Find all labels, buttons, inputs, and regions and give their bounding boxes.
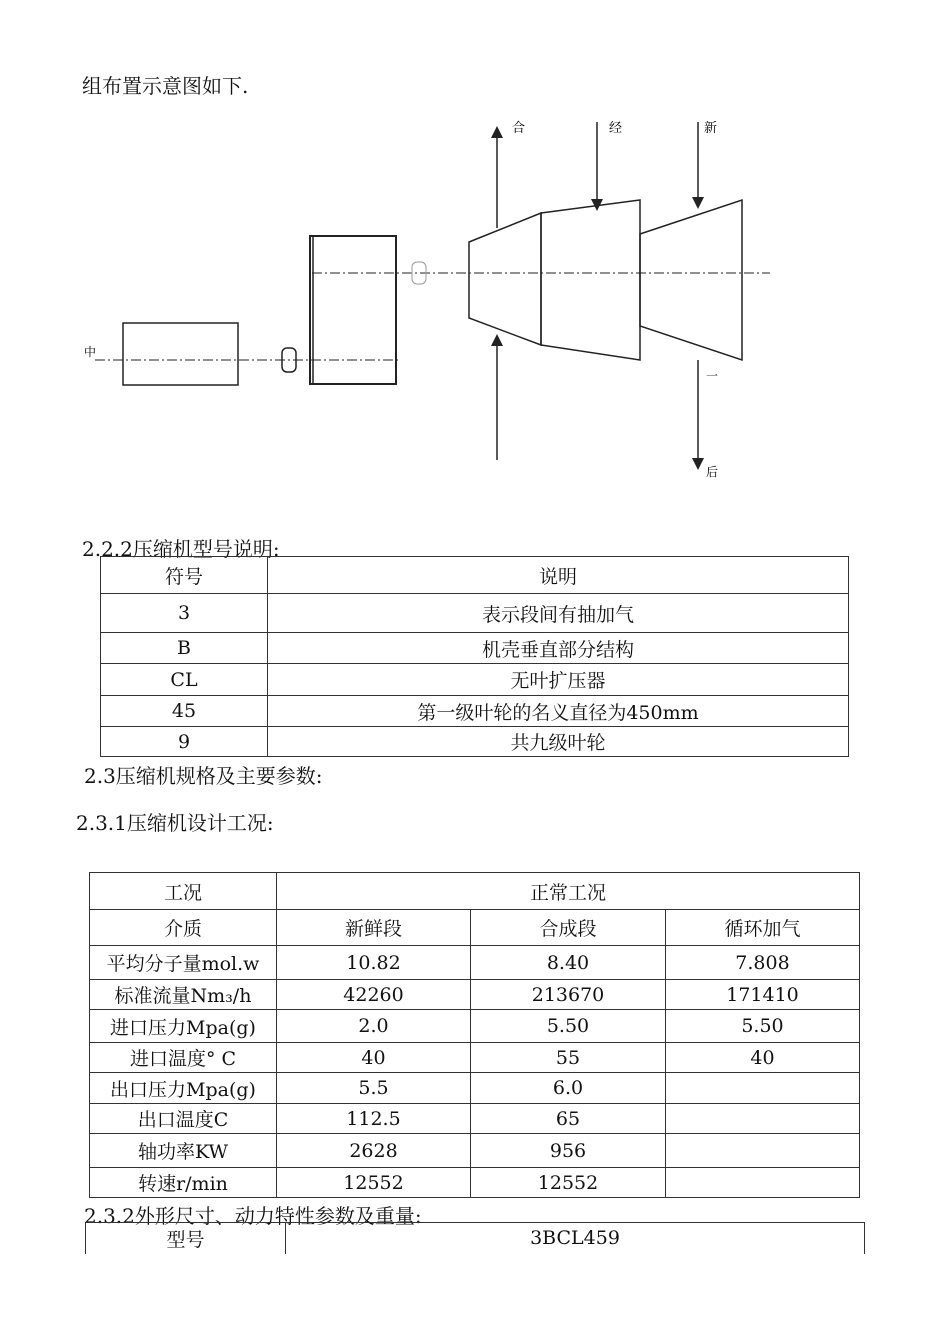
section-231-heading: 2.3.1压缩机设计工况:	[76, 811, 274, 835]
header-cell: 符号	[101, 557, 268, 594]
value-cell: 956	[471, 1134, 666, 1168]
symbol-cell: CL	[101, 664, 268, 696]
label-top-2: 经	[609, 121, 623, 136]
param-cell: 进口压力Mpa(g)	[90, 1010, 277, 1043]
value-cell	[666, 1168, 860, 1198]
value-cell	[666, 1104, 860, 1134]
medium-cell: 新鲜段	[277, 910, 471, 946]
value-cell: 213670	[471, 980, 666, 1010]
table-row	[90, 980, 860, 1010]
header-cell: 说明	[268, 557, 849, 594]
table-row	[86, 1223, 865, 1254]
label-left: 中	[84, 345, 97, 359]
table-row	[90, 1168, 860, 1198]
condition-label-cell: 工况	[90, 873, 277, 910]
value-cell: 6.0	[471, 1073, 666, 1104]
value-cell	[666, 1073, 860, 1104]
table-row	[90, 873, 860, 910]
table-row	[90, 1073, 860, 1104]
param-cell: 出口压力Mpa(g)	[90, 1073, 277, 1104]
gearbox-box	[310, 236, 396, 384]
value-cell: 2628	[277, 1134, 471, 1168]
section-23-heading: 2.3压缩机规格及主要参数:	[84, 764, 323, 788]
compressor-section-2	[541, 200, 640, 360]
section-232-heading: 2.3.2外形尺寸、动力特性参数及重量:	[84, 1204, 422, 1228]
value-cell: 2.0	[277, 1010, 471, 1043]
section-222-heading: 2.2.2压缩机型号说明:	[82, 537, 280, 561]
symbol-cell: 45	[101, 696, 268, 727]
label-top-3: 新	[704, 121, 718, 136]
table-row	[90, 910, 860, 946]
symbol-cell: 3	[101, 594, 268, 633]
param-cell: 转速r/min	[90, 1168, 277, 1198]
compressor-section-1	[469, 213, 541, 345]
label-right-bottom: 后	[706, 465, 719, 479]
value-cell: 8.40	[471, 946, 666, 980]
table-row	[90, 946, 860, 980]
value-cell: 40	[277, 1043, 471, 1073]
param-cell: 平均分子量mol.w	[90, 946, 277, 980]
value-cell: 171410	[666, 980, 860, 1010]
dimensions-table	[85, 1222, 865, 1254]
medium-cell: 合成段	[471, 910, 666, 946]
symbol-cell: B	[101, 633, 268, 664]
table-header-row	[101, 557, 849, 594]
value-cell: 42260	[277, 980, 471, 1010]
param-cell: 标准流量Nm₃/h	[90, 980, 277, 1010]
table-row	[101, 696, 849, 727]
value-cell: 7.808	[666, 946, 860, 980]
value-cell: 112.5	[277, 1104, 471, 1134]
description-cell: 表示段间有抽加气	[268, 594, 849, 633]
intro-text: 组布置示意图如下.	[82, 74, 249, 98]
value-cell: 12552	[277, 1168, 471, 1198]
param-cell: 进口温度° C	[90, 1043, 277, 1073]
medium-cell: 循环加气	[666, 910, 860, 946]
label-top-1: 合	[512, 121, 526, 136]
model-label-cell: 型号	[86, 1223, 286, 1254]
condition-value-cell: 正常工况	[277, 873, 860, 910]
table-row	[101, 727, 849, 757]
table-row	[90, 1010, 860, 1043]
value-cell: 10.82	[277, 946, 471, 980]
motor-box	[123, 323, 238, 385]
value-cell: 55	[471, 1043, 666, 1073]
table-row	[90, 1104, 860, 1134]
description-cell: 无叶扩压器	[268, 664, 849, 696]
table-row	[90, 1134, 860, 1168]
symbol-cell: 9	[101, 727, 268, 757]
table-row	[101, 633, 849, 664]
value-cell: 40	[666, 1043, 860, 1073]
table-row	[90, 1043, 860, 1073]
value-cell: 65	[471, 1104, 666, 1134]
model-designation-table	[100, 556, 849, 757]
label-right-mid: 一	[706, 369, 719, 383]
param-cell: 出口温度C	[90, 1104, 277, 1134]
model-value-cell: 3BCL459	[286, 1223, 865, 1254]
description-cell: 共九级叶轮	[268, 727, 849, 757]
unit-layout-diagram	[0, 100, 950, 490]
value-cell: 12552	[471, 1168, 666, 1198]
medium-label-cell: 介质	[90, 910, 277, 946]
value-cell: 5.50	[666, 1010, 860, 1043]
description-cell: 机壳垂直部分结构	[268, 633, 849, 664]
table-row	[101, 664, 849, 696]
design-condition-table	[89, 872, 860, 1198]
param-cell: 轴功率KW	[90, 1134, 277, 1168]
value-cell	[666, 1134, 860, 1168]
value-cell: 5.5	[277, 1073, 471, 1104]
value-cell: 5.50	[471, 1010, 666, 1043]
compressor-section-3	[640, 200, 742, 360]
table-row	[101, 594, 849, 633]
description-cell: 第一级叶轮的名义直径为450mm	[268, 696, 849, 727]
